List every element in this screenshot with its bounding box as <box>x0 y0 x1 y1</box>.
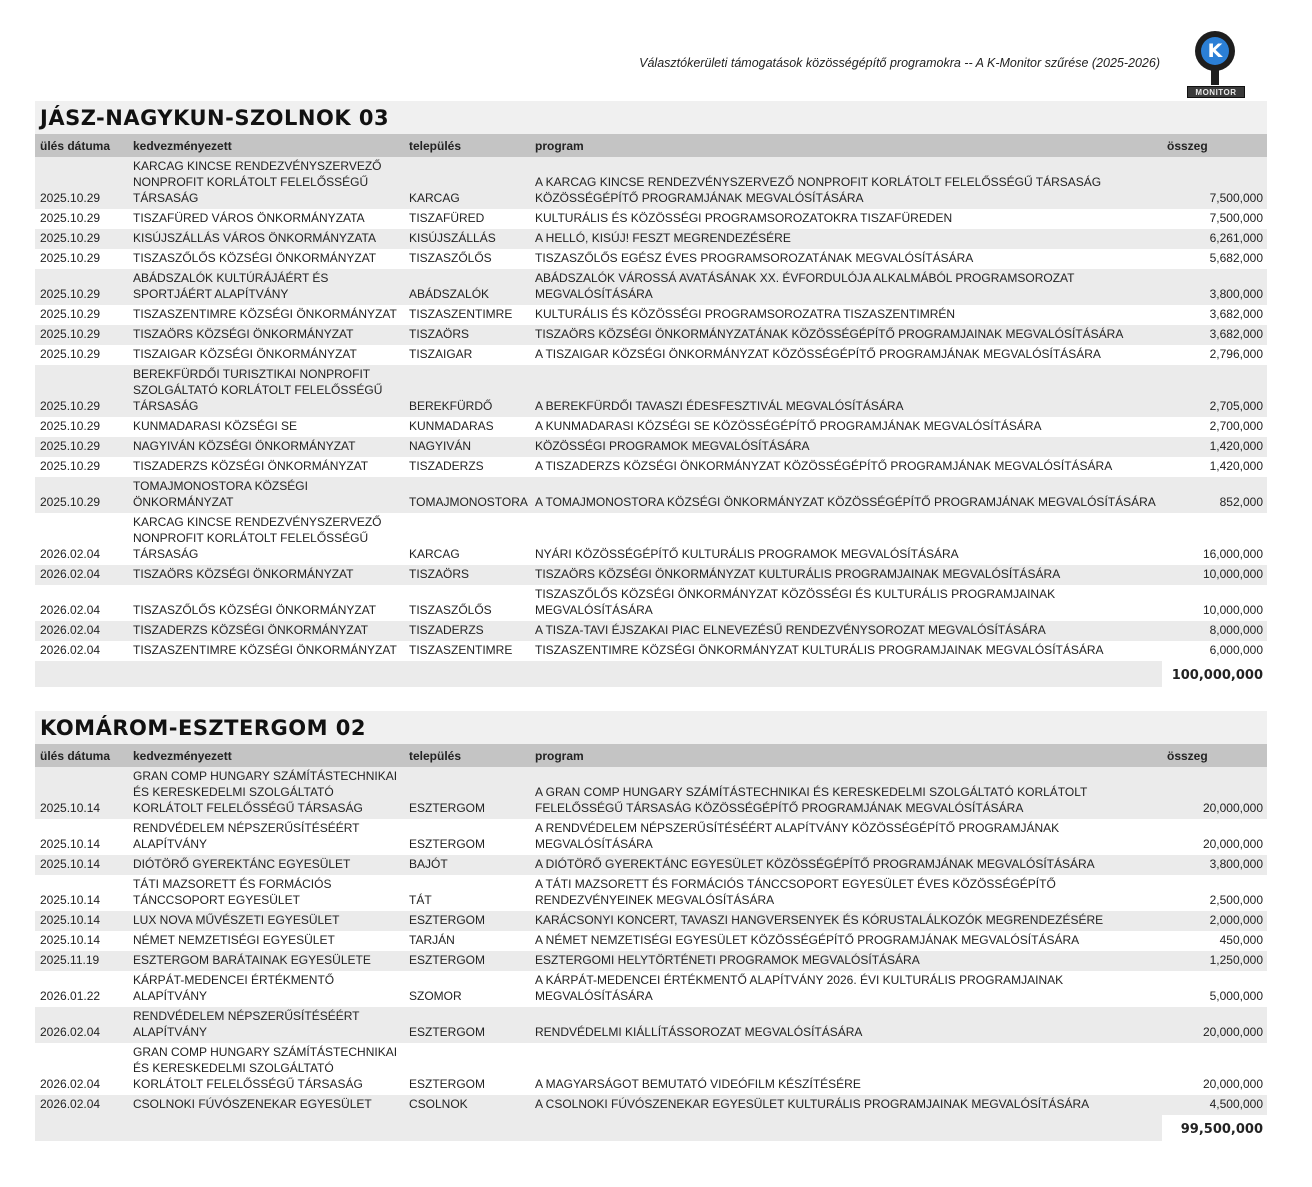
cell-beneficiary: KUNMADARASI KÖZSÉGI SE <box>128 417 404 437</box>
cell-date: 2025.10.14 <box>35 931 128 951</box>
cell-settlement: CSOLNOK <box>404 1095 530 1115</box>
cell-beneficiary: RENDVÉDELEM NÉPSZERŰSÍTÉSÉÉRT ALAPÍTVÁNY <box>128 819 404 855</box>
cell-amount: 6,261,000 <box>1162 229 1267 249</box>
cell-program: ESZTERGOMI HELYTÖRTÉNETI PROGRAMOK MEGVALÓSÍTÁSÁRA <box>530 951 1162 971</box>
cell-date: 2025.10.29 <box>35 417 128 437</box>
cell-date: 2025.10.29 <box>35 477 128 513</box>
cell-settlement: ESZTERGOM <box>404 819 530 855</box>
cell-amount: 20,000,000 <box>1162 767 1267 819</box>
cell-program: A CSOLNOKI FÚVÓSZENEKAR EGYESÜLET KULTURÁLIS PROGRAMJAINAK MEGVALÓSÍTÁSÁRA <box>530 1095 1162 1115</box>
cell-date: 2025.10.14 <box>35 767 128 819</box>
cell-settlement: TISZAFÜRED <box>404 209 530 229</box>
table-row <box>35 249 1267 269</box>
cell-settlement: ESZTERGOM <box>404 1007 530 1043</box>
cell-amount: 20,000,000 <box>1162 1043 1267 1095</box>
cell-amount: 1,420,000 <box>1162 457 1267 477</box>
cell-program: A BEREKFÜRDŐI TAVASZI ÉDESFESZTIVÁL MEGVALÓSÍTÁSÁRA <box>530 365 1162 417</box>
cell-date: 2025.10.29 <box>35 437 128 457</box>
cell-date: 2025.10.29 <box>35 269 128 305</box>
col-header-beneficiary: kedvezményezett <box>128 744 404 767</box>
cell-program: KULTURÁLIS ÉS KÖZÖSSÉGI PROGRAMSOROZATRA TISZASZENTIMRÉN <box>530 305 1162 325</box>
cell-amount: 3,682,000 <box>1162 325 1267 345</box>
table-row <box>35 951 1267 971</box>
cell-amount: 3,800,000 <box>1162 855 1267 875</box>
cell-beneficiary: KARCAG KINCSE RENDEZVÉNYSZERVEZŐ NONPROFIT KORLÁTOLT FELELŐSSÉGŰ TÁRSASÁG <box>128 157 404 209</box>
total-row <box>35 661 1267 687</box>
cell-date: 2025.10.29 <box>35 345 128 365</box>
cell-date: 2025.10.29 <box>35 249 128 269</box>
cell-settlement: KARCAG <box>404 513 530 565</box>
cell-date: 2026.02.04 <box>35 513 128 565</box>
cell-program: A RENDVÉDELEM NÉPSZERŰSÍTÉSÉÉRT ALAPÍTVÁNY KÖZÖSSÉGÉPÍTŐ PROGRAMJÁNAK MEGVALÓSÍTÁSÁRA <box>530 819 1162 855</box>
table-header-row <box>35 134 1267 157</box>
cell-program: A HELLÓ, KISÚJ! FESZT MEGRENDEZÉSÉRE <box>530 229 1162 249</box>
cell-beneficiary: KISÚJSZÁLLÁS VÁROS ÖNKORMÁNYZATA <box>128 229 404 249</box>
cell-date: 2025.10.14 <box>35 911 128 931</box>
cell-date: 2025.10.14 <box>35 875 128 911</box>
cell-program: TISZAÖRS KÖZSÉGI ÖNKORMÁNYZATÁNAK KÖZÖSSÉGÉPÍTŐ PROGRAMJAINAK MEGVALÓSÍTÁSÁRA <box>530 325 1162 345</box>
section-komarom-esztergom <box>35 711 1267 1141</box>
cell-beneficiary: KÁRPÁT-MEDENCEI ÉRTÉKMENTŐ ALAPÍTVÁNY <box>128 971 404 1007</box>
table-row <box>35 157 1267 209</box>
col-header-amount: összeg <box>1162 744 1267 767</box>
cell-beneficiary: DIÓTÖRŐ GYEREKTÁNC EGYESÜLET <box>128 855 404 875</box>
cell-date: 2026.02.04 <box>35 621 128 641</box>
cell-program: KÖZÖSSÉGI PROGRAMOK MEGVALÓSÍTÁSÁRA <box>530 437 1162 457</box>
table-row <box>35 209 1267 229</box>
cell-amount: 8,000,000 <box>1162 621 1267 641</box>
cell-beneficiary: CSOLNOKI FÚVÓSZENEKAR EGYESÜLET <box>128 1095 404 1115</box>
table-row <box>35 457 1267 477</box>
cell-date: 2026.01.22 <box>35 971 128 1007</box>
cell-program: TISZAÖRS KÖZSÉGI ÖNKORMÁNYZAT KULTURÁLIS PROGRAMJAINAK MEGVALÓSÍTÁSÁRA <box>530 565 1162 585</box>
table-header-row <box>35 744 1267 767</box>
cell-beneficiary: TISZAIGAR KÖZSÉGI ÖNKORMÁNYZAT <box>128 345 404 365</box>
cell-beneficiary: TISZASZENTIMRE KÖZSÉGI ÖNKORMÁNYZAT <box>128 641 404 661</box>
cell-settlement: KUNMADARAS <box>404 417 530 437</box>
cell-beneficiary: TISZASZŐLŐS KÖZSÉGI ÖNKORMÁNYZAT <box>128 249 404 269</box>
table-row <box>35 931 1267 951</box>
cell-beneficiary: TOMAJMONOSTORA KÖZSÉGI ÖNKORMÁNYZAT <box>128 477 404 513</box>
table-row <box>35 417 1267 437</box>
cell-amount: 852,000 <box>1162 477 1267 513</box>
cell-settlement: TISZASZENTIMRE <box>404 305 530 325</box>
cell-program: A KÁRPÁT-MEDENCEI ÉRTÉKMENTŐ ALAPÍTVÁNY 2026. ÉVI KULTURÁLIS PROGRAMJAINAK MEGVALÓSÍTÁSÁRA <box>530 971 1162 1007</box>
cell-settlement: ESZTERGOM <box>404 1043 530 1095</box>
cell-amount: 20,000,000 <box>1162 1007 1267 1043</box>
cell-beneficiary: TISZASZŐLŐS KÖZSÉGI ÖNKORMÁNYZAT <box>128 585 404 621</box>
cell-date: 2025.10.14 <box>35 819 128 855</box>
cell-date: 2026.02.04 <box>35 1095 128 1115</box>
cell-beneficiary: BEREKFÜRDŐI TURISZTIKAI NONPROFIT SZOLGÁLTATÓ KORLÁTOLT FELELŐSSÉGŰ TÁRSASÁG <box>128 365 404 417</box>
cell-program: A TOMAJMONOSTORA KÖZSÉGI ÖNKORMÁNYZAT KÖZÖSSÉGÉPÍTŐ PROGRAMJÁNAK MEGVALÓSÍTÁSÁRA <box>530 477 1162 513</box>
cell-date: 2025.10.29 <box>35 325 128 345</box>
col-header-date: ülés dátuma <box>35 744 128 767</box>
table-row <box>35 365 1267 417</box>
cell-amount: 2,705,000 <box>1162 365 1267 417</box>
cell-amount: 3,682,000 <box>1162 305 1267 325</box>
cell-settlement: ABÁDSZALÓK <box>404 269 530 305</box>
cell-program: A DIÓTÖRŐ GYEREKTÁNC EGYESÜLET KÖZÖSSÉGÉPÍTŐ PROGRAMJÁNAK MEGVALÓSÍTÁSÁRA <box>530 855 1162 875</box>
cell-program: KARÁCSONYI KONCERT, TAVASZI HANGVERSENYEK ÉS KÓRUSTALÁLKOZÓK MEGRENDEZÉSÉRE <box>530 911 1162 931</box>
cell-program: A TISZAIGAR KÖZSÉGI ÖNKORMÁNYZAT KÖZÖSSÉGÉPÍTŐ PROGRAMJÁNAK MEGVALÓSÍTÁSÁRA <box>530 345 1162 365</box>
cell-settlement: SZOMOR <box>404 971 530 1007</box>
cell-program: KULTURÁLIS ÉS KÖZÖSSÉGI PROGRAMSOROZATOKRA TISZAFÜREDEN <box>530 209 1162 229</box>
col-header-program: program <box>530 134 1162 157</box>
cell-beneficiary: TISZAFÜRED VÁROS ÖNKORMÁNYZATA <box>128 209 404 229</box>
cell-amount: 2,000,000 <box>1162 911 1267 931</box>
cell-settlement: TISZADERZS <box>404 457 530 477</box>
cell-program: TISZASZŐLŐS KÖZSÉGI ÖNKORMÁNYZAT KÖZÖSSÉGI ÉS KULTURÁLIS PROGRAMJAINAK MEGVALÓSÍTÁSÁRA <box>530 585 1162 621</box>
table-row <box>35 513 1267 565</box>
table-row <box>35 855 1267 875</box>
table-row <box>35 641 1267 661</box>
cell-date: 2025.10.29 <box>35 457 128 477</box>
cell-amount: 16,000,000 <box>1162 513 1267 565</box>
cell-settlement: TOMAJMONOSTORA <box>404 477 530 513</box>
section-total: 99,500,000 <box>1162 1115 1267 1141</box>
total-spacer <box>35 661 1162 687</box>
cell-date: 2025.11.19 <box>35 951 128 971</box>
cell-beneficiary: NAGYIVÁN KÖZSÉGI ÖNKORMÁNYZAT <box>128 437 404 457</box>
table-row <box>35 305 1267 325</box>
cell-program: A TISZA-TAVI ÉJSZAKAI PIAC ELNEVEZÉSŰ RENDEZVÉNYSOROZAT MEGVALÓSÍTÁSÁRA <box>530 621 1162 641</box>
cell-amount: 7,500,000 <box>1162 157 1267 209</box>
cell-beneficiary: KARCAG KINCSE RENDEZVÉNYSZERVEZŐ NONPROFIT KORLÁTOLT FELELŐSSÉGŰ TÁRSASÁG <box>128 513 404 565</box>
table-row <box>35 1043 1267 1095</box>
cell-amount: 2,700,000 <box>1162 417 1267 437</box>
cell-amount: 4,500,000 <box>1162 1095 1267 1115</box>
cell-settlement: BEREKFÜRDŐ <box>404 365 530 417</box>
col-header-amount: összeg <box>1162 134 1267 157</box>
cell-program: A KARCAG KINCSE RENDEZVÉNYSZERVEZŐ NONPROFIT KORLÁTOLT FELELŐSSÉGŰ TÁRSASÁG KÖZÖSSÉGÉPÍTŐ PROGRAMJÁNAK MEGVALÓSÍTÁSÁRA <box>530 157 1162 209</box>
cell-settlement: TARJÁN <box>404 931 530 951</box>
cell-settlement: NAGYIVÁN <box>404 437 530 457</box>
cell-amount: 10,000,000 <box>1162 565 1267 585</box>
table-row <box>35 437 1267 457</box>
cell-beneficiary: NÉMET NEMZETISÉGI EGYESÜLET <box>128 931 404 951</box>
cell-beneficiary: GRAN COMP HUNGARY SZÁMÍTÁSTECHNIKAI ÉS KERESKEDELMI SZOLGÁLTATÓ KORLÁTOLT FELELŐSSÉGŰ TÁRSASÁG <box>128 1043 404 1095</box>
cell-amount: 10,000,000 <box>1162 585 1267 621</box>
table-row <box>35 325 1267 345</box>
cell-date: 2026.02.04 <box>35 585 128 621</box>
grants-table <box>35 134 1267 687</box>
cell-settlement: TISZADERZS <box>404 621 530 641</box>
cell-beneficiary: TISZASZENTIMRE KÖZSÉGI ÖNKORMÁNYZAT <box>128 305 404 325</box>
table-row <box>35 767 1267 819</box>
cell-amount: 5,000,000 <box>1162 971 1267 1007</box>
cell-amount: 450,000 <box>1162 931 1267 951</box>
logo-circle <box>1195 31 1235 71</box>
section-jasz-nagykun-szolnok <box>35 101 1267 687</box>
cell-beneficiary: LUX NOVA MŰVÉSZETI EGYESÜLET <box>128 911 404 931</box>
cell-program: NYÁRI KÖZÖSSÉGÉPÍTŐ KULTURÁLIS PROGRAMOK MEGVALÓSÍTÁSÁRA <box>530 513 1162 565</box>
cell-beneficiary: GRAN COMP HUNGARY SZÁMÍTÁSTECHNIKAI ÉS KERESKEDELMI SZOLGÁLTATÓ KORLÁTOLT FELELŐSSÉGŰ TÁRSASÁG <box>128 767 404 819</box>
cell-program: A GRAN COMP HUNGARY SZÁMÍTÁSTECHNIKAI ÉS KERESKEDELMI SZOLGÁLTATÓ KORLÁTOLT FELELŐSSÉGŰ TÁRSASÁG KÖZÖSSÉGÉPÍTŐ PROGRAMJÁNAK MEGVALÓSÍTÁSÁRA <box>530 767 1162 819</box>
total-spacer <box>35 1115 1162 1141</box>
table-row <box>35 819 1267 855</box>
cell-beneficiary: ESZTERGOM BARÁTAINAK EGYESÜLETE <box>128 951 404 971</box>
table-row <box>35 1095 1267 1115</box>
cell-beneficiary: TISZADERZS KÖZSÉGI ÖNKORMÁNYZAT <box>128 621 404 641</box>
cell-amount: 2,500,000 <box>1162 875 1267 911</box>
cell-settlement: TISZASZENTIMRE <box>404 641 530 661</box>
cell-date: 2025.10.29 <box>35 157 128 209</box>
logo-letter: K <box>1201 37 1229 65</box>
cell-amount: 3,800,000 <box>1162 269 1267 305</box>
section-total: 100,000,000 <box>1162 661 1267 687</box>
table-row <box>35 875 1267 911</box>
table-row <box>35 971 1267 1007</box>
section-title: JÁSZ-NAGYKUN-SZOLNOK 03 <box>35 101 1267 134</box>
cell-program: ABÁDSZALÓK VÁROSSÁ AVATÁSÁNAK XX. ÉVFORDULÓJA ALKALMÁBÓL PROGRAMSOROZAT MEGVALÓSÍTÁSÁRA <box>530 269 1162 305</box>
cell-program: A KUNMADARASI KÖZSÉGI SE KÖZÖSSÉGÉPÍTŐ PROGRAMJÁNAK MEGVALÓSÍTÁSÁRA <box>530 417 1162 437</box>
cell-beneficiary: ABÁDSZALÓK KULTÚRÁJÁÉRT ÉS SPORTJÁÉRT ALAPÍTVÁNY <box>128 269 404 305</box>
table-row <box>35 585 1267 621</box>
cell-program: A MAGYARSÁGOT BEMUTATÓ VIDEÓFILM KÉSZÍTÉSÉRE <box>530 1043 1162 1095</box>
section-title: KOMÁROM-ESZTERGOM 02 <box>35 711 1267 744</box>
cell-date: 2026.02.04 <box>35 1007 128 1043</box>
col-header-settlement: település <box>404 134 530 157</box>
cell-date: 2026.02.04 <box>35 1043 128 1095</box>
cell-settlement: TISZAÖRS <box>404 325 530 345</box>
table-row <box>35 345 1267 365</box>
cell-beneficiary: TISZAÖRS KÖZSÉGI ÖNKORMÁNYZAT <box>128 325 404 345</box>
cell-program: TISZASZŐLŐS EGÉSZ ÉVES PROGRAMSOROZATÁNAK MEGVALÓSÍTÁSÁRA <box>530 249 1162 269</box>
cell-settlement: KARCAG <box>404 157 530 209</box>
cell-date: 2025.10.29 <box>35 365 128 417</box>
cell-settlement: ESZTERGOM <box>404 767 530 819</box>
cell-settlement: ESZTERGOM <box>404 911 530 931</box>
cell-program: RENDVÉDELMI KIÁLLÍTÁSSOROZAT MEGVALÓSÍTÁSÁRA <box>530 1007 1162 1043</box>
cell-date: 2025.10.29 <box>35 305 128 325</box>
cell-settlement: KISÚJSZÁLLÁS <box>404 229 530 249</box>
cell-program: A TÁTI MAZSORETT ÉS FORMÁCIÓS TÁNCCSOPORT EGYESÜLET ÉVES KÖZÖSSÉGÉPÍTŐ RENDEZVÉNYEINEK MEGVALÓSÍTÁSÁRA <box>530 875 1162 911</box>
table-row <box>35 229 1267 249</box>
col-header-settlement: település <box>404 744 530 767</box>
cell-beneficiary: TISZAÖRS KÖZSÉGI ÖNKORMÁNYZAT <box>128 565 404 585</box>
table-row <box>35 477 1267 513</box>
k-monitor-logo <box>1187 29 1247 101</box>
cell-amount: 6,000,000 <box>1162 641 1267 661</box>
cell-amount: 1,250,000 <box>1162 951 1267 971</box>
table-row <box>35 269 1267 305</box>
cell-beneficiary: TISZADERZS KÖZSÉGI ÖNKORMÁNYZAT <box>128 457 404 477</box>
table-row <box>35 911 1267 931</box>
cell-settlement: TISZASZŐLŐS <box>404 249 530 269</box>
cell-settlement: ESZTERGOM <box>404 951 530 971</box>
cell-amount: 20,000,000 <box>1162 819 1267 855</box>
table-row <box>35 621 1267 641</box>
logo-text: MONITOR <box>1187 86 1245 98</box>
col-header-program: program <box>530 744 1162 767</box>
cell-date: 2025.10.14 <box>35 855 128 875</box>
col-header-beneficiary: kedvezményezett <box>128 134 404 157</box>
cell-date: 2026.02.04 <box>35 565 128 585</box>
cell-amount: 1,420,000 <box>1162 437 1267 457</box>
cell-beneficiary: TÁTI MAZSORETT ÉS FORMÁCIÓS TÁNCCSOPORT EGYESÜLET <box>128 875 404 911</box>
cell-settlement: TISZASZŐLŐS <box>404 585 530 621</box>
grants-table <box>35 744 1267 1141</box>
document-title: Választókerületi támogatások közösségépítő programokra -- A K-Monitor szűrése (2025-2026) <box>639 56 1160 70</box>
table-row <box>35 565 1267 585</box>
cell-program: A NÉMET NEMZETISÉGI EGYESÜLET KÖZÖSSÉGÉPÍTŐ PROGRAMJÁNAK MEGVALÓSÍTÁSÁRA <box>530 931 1162 951</box>
cell-settlement: TISZAIGAR <box>404 345 530 365</box>
cell-date: 2026.02.04 <box>35 641 128 661</box>
cell-program: A TISZADERZS KÖZSÉGI ÖNKORMÁNYZAT KÖZÖSSÉGÉPÍTŐ PROGRAMJÁNAK MEGVALÓSÍTÁSÁRA <box>530 457 1162 477</box>
cell-amount: 5,682,000 <box>1162 249 1267 269</box>
table-row <box>35 1007 1267 1043</box>
cell-amount: 2,796,000 <box>1162 345 1267 365</box>
total-row <box>35 1115 1267 1141</box>
cell-date: 2025.10.29 <box>35 209 128 229</box>
cell-settlement: BAJÓT <box>404 855 530 875</box>
logo-stem <box>1211 69 1219 85</box>
cell-program: TISZASZENTIMRE KÖZSÉGI ÖNKORMÁNYZAT KULTURÁLIS PROGRAMJAINAK MEGVALÓSÍTÁSÁRA <box>530 641 1162 661</box>
cell-date: 2025.10.29 <box>35 229 128 249</box>
cell-beneficiary: RENDVÉDELEM NÉPSZERŰSÍTÉSÉÉRT ALAPÍTVÁNY <box>128 1007 404 1043</box>
col-header-date: ülés dátuma <box>35 134 128 157</box>
cell-settlement: TÁT <box>404 875 530 911</box>
cell-amount: 7,500,000 <box>1162 209 1267 229</box>
cell-settlement: TISZAÖRS <box>404 565 530 585</box>
